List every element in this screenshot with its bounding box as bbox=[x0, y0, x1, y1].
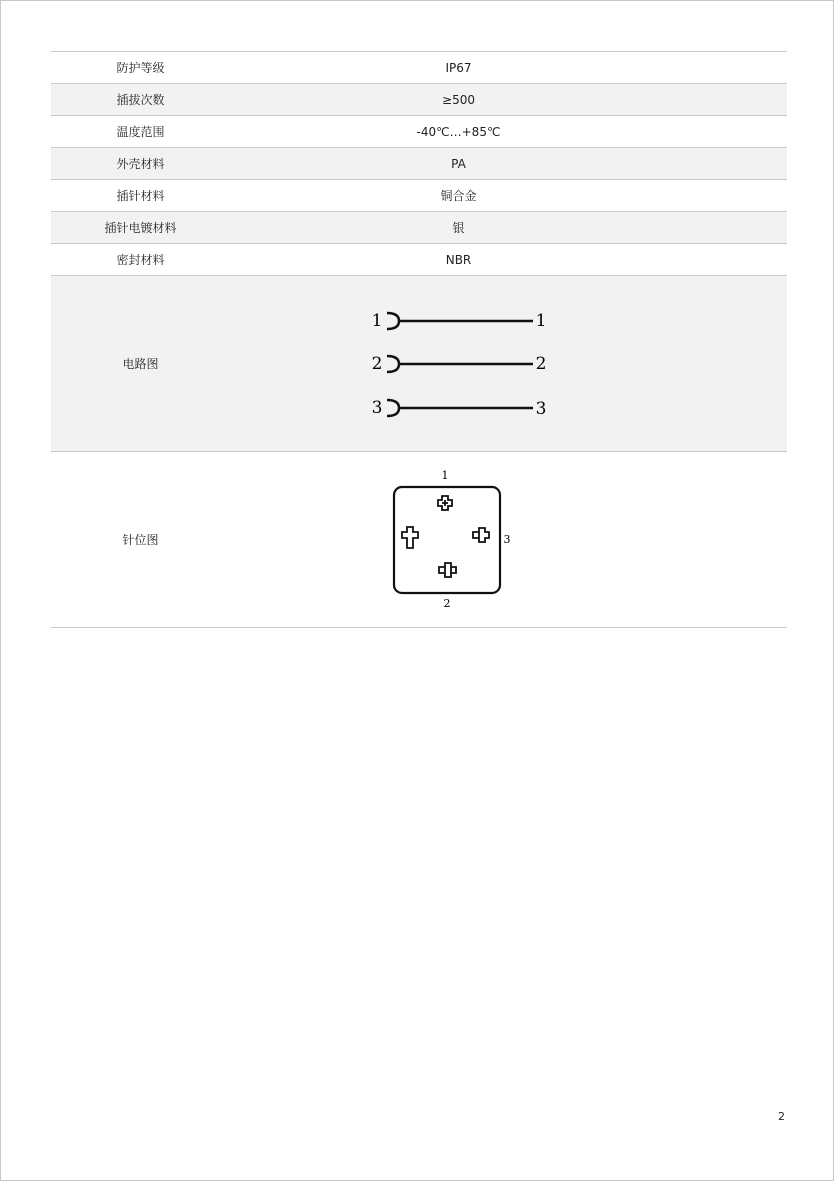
pin-contact-bottom bbox=[439, 563, 456, 577]
spec-value: IP67 bbox=[445, 60, 472, 75]
pin-number-bottom: 2 bbox=[443, 596, 450, 610]
spec-table bbox=[51, 51, 787, 628]
spec-row-protection bbox=[51, 52, 787, 84]
spec-value: 铜合金 bbox=[440, 189, 477, 203]
spec-value: ≥500 bbox=[442, 92, 475, 107]
spec-label: 插针电镀材料 bbox=[104, 221, 177, 235]
pin-layout-label: 针位图 bbox=[122, 533, 159, 547]
spec-label: 温度范围 bbox=[116, 125, 165, 139]
spec-row-pin-material bbox=[51, 180, 787, 212]
spec-value: NBR bbox=[445, 252, 472, 267]
wire-right-label: 3 bbox=[535, 398, 546, 419]
spec-row-pin-plating bbox=[51, 212, 787, 244]
page-number: 2 bbox=[778, 1110, 785, 1123]
spec-value: PA bbox=[451, 156, 466, 171]
pin-contact-left bbox=[402, 527, 418, 548]
circuit-wire-2 bbox=[371, 354, 546, 374]
pin-number-right: 3 bbox=[503, 532, 510, 546]
pin-contact-right bbox=[473, 528, 489, 542]
pin-contact-top bbox=[438, 496, 452, 510]
spec-row-housing-material bbox=[51, 148, 787, 180]
spec-row-mating-cycles bbox=[51, 84, 787, 116]
spec-label: 插拔次数 bbox=[116, 93, 165, 107]
circuit-diagram bbox=[369, 299, 549, 429]
circuit-wire-1 bbox=[371, 311, 546, 331]
spec-label: 密封材料 bbox=[116, 253, 165, 267]
circuit-wire-3 bbox=[371, 398, 546, 419]
spec-label: 外壳材料 bbox=[116, 157, 165, 171]
spec-value: -40℃…+85℃ bbox=[416, 124, 501, 139]
wire-left-label: 1 bbox=[371, 310, 382, 331]
circuit-diagram-label: 电路图 bbox=[122, 357, 159, 371]
pin-number-top: 1 bbox=[441, 468, 448, 482]
wire-left-label: 3 bbox=[371, 397, 382, 418]
wire-right-label: 2 bbox=[535, 353, 546, 374]
wire-right-label: 1 bbox=[535, 310, 546, 331]
spec-value: 银 bbox=[452, 221, 465, 235]
spec-label: 防护等级 bbox=[116, 61, 165, 75]
wire-left-label: 2 bbox=[371, 353, 382, 374]
spec-label: 插针材料 bbox=[116, 189, 165, 203]
spec-row-seal-material bbox=[51, 244, 787, 276]
spec-row-pin-layout bbox=[51, 452, 787, 628]
spec-row-circuit-diagram bbox=[51, 276, 787, 452]
pin-layout-diagram bbox=[389, 465, 529, 615]
spec-row-temperature bbox=[51, 116, 787, 148]
